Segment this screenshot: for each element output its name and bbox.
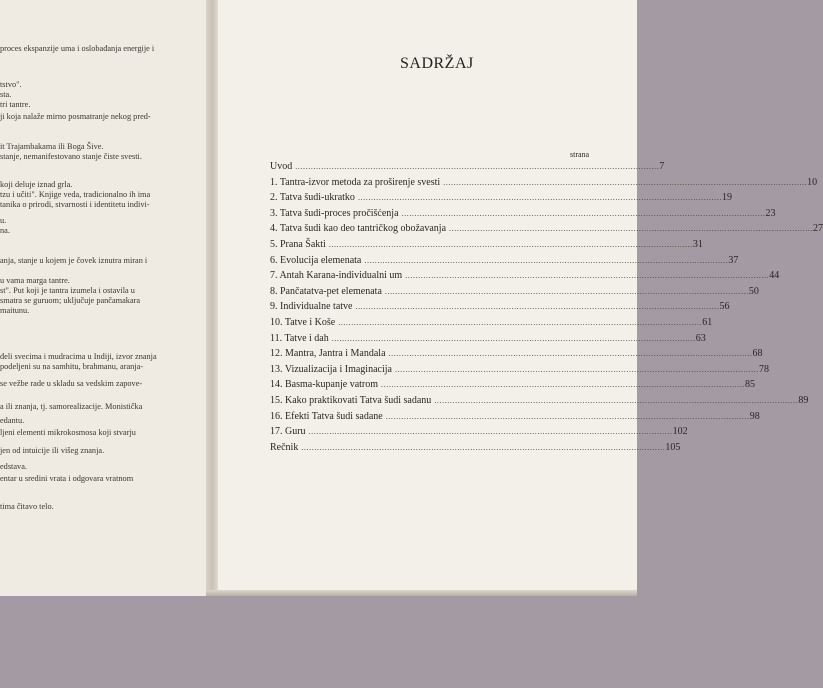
toc-entry: [270, 268, 780, 284]
toc-entry-page: 19: [721, 192, 732, 204]
left-page-text-line: edantu.: [0, 416, 25, 425]
left-page-text-line: maitunu.: [0, 306, 30, 315]
toc-dot-leader: ............................................................................................................................................: [308, 427, 673, 437]
left-page-text-line: đeli svecima i mudracima u Indiji, izvor znanja: [0, 352, 157, 361]
toc-entry: [270, 221, 823, 237]
left-page-text-line: u vama marga tantre.: [0, 276, 70, 285]
left-page-text-line: tima čitavo telo.: [0, 502, 54, 511]
toc-dot-leader: ............................................................................................................................................: [357, 193, 722, 203]
toc-entry-page: 78: [758, 363, 769, 375]
toc-entry-title: 16. Efekti Tatva šudi sadane: [270, 410, 383, 422]
toc-entry-page: 23: [765, 207, 776, 219]
toc-entry-title: 9. Individualne tatve: [270, 301, 353, 313]
toc-entry-title: 17. Guru: [270, 426, 306, 438]
toc-entry: [270, 190, 732, 206]
page-title: SADRŽAJ: [400, 55, 474, 72]
toc-entry: [270, 346, 763, 362]
toc-entry-page: 63: [695, 332, 706, 344]
left-page-text-line: stanje, nemanifestovano stanje čiste svesti.: [0, 152, 142, 161]
toc-dot-leader: ............................................................................................................................................: [338, 317, 703, 327]
toc-entry: [270, 362, 769, 378]
toc-dot-leader: ............................................................................................................................................: [301, 442, 666, 452]
left-page-text-line: tri tantre.: [0, 100, 31, 109]
left-page-text-line: st". Put koji je tantra izumela i ostavila u: [0, 286, 135, 295]
toc-entry-page: 44: [769, 270, 780, 282]
toc-entry-page: 37: [728, 254, 739, 266]
toc-entry-title: 2. Tatva šudi-ukratko: [270, 192, 355, 204]
toc-entry-title: 4. Tatva šudi kao deo tantričkog obožavanja: [270, 223, 447, 235]
toc-entry: [270, 284, 759, 300]
toc-entry-title: 5. Prana Šakti: [270, 238, 326, 250]
toc-entry: [270, 237, 703, 253]
toc-dot-leader: ............................................................................................................................................: [331, 333, 696, 343]
toc-entry: [270, 299, 730, 315]
toc-dot-leader: ............................................................................................................................................: [385, 411, 750, 421]
toc-entry-title: 10. Tatve i Koše: [270, 316, 336, 328]
toc-entry: [270, 159, 665, 175]
toc-entry-page: 27: [813, 223, 823, 235]
toc-entry: [270, 206, 776, 222]
toc-dot-leader: ............................................................................................................................................: [405, 271, 770, 281]
left-page-text-line: tanika o prirodi, stvarnosti i identitetu indivi-: [0, 200, 150, 209]
toc-dot-leader: ............................................................................................................................................: [449, 224, 814, 234]
toc-entry: [270, 377, 756, 393]
left-page-text-line: sta.: [0, 90, 12, 99]
toc-entry-page: 31: [692, 238, 703, 250]
toc-entry-page: 105: [665, 441, 681, 453]
toc-entry: [270, 175, 818, 191]
toc-entry-title: Uvod: [270, 161, 293, 172]
left-page-text-line: ji koja nalaže mirno posmatranje nekog pred-: [0, 112, 151, 121]
toc-entry: [270, 331, 706, 347]
table-of-contents: [270, 159, 823, 455]
toc-entry-title: 12. Mantra, Jantra i Mandala: [270, 348, 386, 360]
toc-dot-leader: ............................................................................................................................................: [364, 255, 729, 265]
toc-entry: [270, 424, 688, 440]
toc-entry-page: 10: [807, 176, 818, 188]
left-page: [0, 0, 210, 596]
toc-entry-title: 11. Tatve i dah: [270, 332, 329, 344]
toc-entry-title: 7. Antah Karana-individualni um: [270, 270, 403, 282]
toc-entry-page: 89: [798, 394, 809, 406]
toc-entry-page: 102: [672, 426, 688, 438]
left-page-text-line: smatra se guruom; uključuje pančamakara: [0, 296, 141, 305]
left-page-text-line: anja, stanje u kojem je čovek iznutra miran i: [0, 256, 148, 265]
toc-entry: [270, 409, 760, 425]
left-page-text-line: u.: [0, 216, 7, 225]
toc-entry: [270, 253, 739, 269]
toc-entry-title: 8. Pančatatva-pet elemenata: [270, 285, 382, 297]
toc-dot-leader: ............................................................................................................................................: [394, 364, 759, 374]
toc-dot-leader: ............................................................................................................................................: [401, 208, 766, 218]
toc-dot-leader: ............................................................................................................................................: [295, 162, 660, 171]
left-page-text-line: tstvo".: [0, 80, 22, 89]
toc-dot-leader: ............................................................................................................................................: [328, 239, 693, 249]
toc-dot-leader: ............................................................................................................................................: [384, 286, 749, 296]
toc-entry-title: 14. Basma-kupanje vatrom: [270, 379, 379, 391]
left-page-text-line: it Trajambakama ili Boga Šive.: [0, 142, 104, 151]
toc-dot-leader: ............................................................................................................................................: [388, 349, 753, 359]
left-page-text-line: koji deluje iznad grla.: [0, 180, 73, 189]
toc-entry-title: 6. Evolucija elemenata: [270, 254, 362, 266]
left-page-text-line: se vežbe rade u skladu sa vedskim zapove-: [0, 379, 143, 388]
toc-entry-page: 50: [748, 285, 759, 297]
page-column-label: strana: [570, 150, 590, 159]
toc-entry: [270, 393, 809, 409]
left-page-text-line: podeljeni su na samhitu, brahmanu, aranja-: [0, 362, 144, 371]
left-page-text-line: edstava.: [0, 462, 27, 471]
toc-entry-title: 1. Tantra-izvor metoda za proširenje svesti: [270, 176, 441, 188]
toc-entry-page: 56: [719, 301, 730, 313]
left-page-text-line: entar u sredini vrata i odgovara vratnom: [0, 474, 134, 483]
left-page-text-line: ljeni elementi mikrokosmosa koji stvarju: [0, 428, 136, 437]
toc-entry-page: 68: [752, 348, 763, 360]
toc-entry-page: 85: [745, 379, 756, 391]
toc-entry-page: 7: [659, 161, 665, 172]
page-edge: [206, 590, 637, 596]
toc-entry: [270, 315, 713, 331]
toc-dot-leader: ............................................................................................................................................: [434, 395, 799, 405]
toc-entry: [270, 440, 681, 456]
left-page-text-line: jen od intuicije ili višeg znanja.: [0, 446, 105, 455]
left-page-text-line: na.: [0, 226, 10, 235]
toc-entry-page: 61: [702, 316, 713, 328]
toc-dot-leader: ............................................................................................................................................: [381, 380, 746, 390]
left-page-text-line: a ili znanja, tj. samorealizacije. Monistička: [0, 402, 143, 411]
toc-entry-title: Rečnik: [270, 441, 299, 453]
toc-entry-title: 3. Tatva šudi-proces pročišćenja: [270, 207, 399, 219]
toc-entry-title: 15. Kako praktikovati Tatva šudi sadanu: [270, 394, 432, 406]
toc-dot-leader: ............................................................................................................................................: [443, 177, 808, 187]
toc-dot-leader: ............................................................................................................................................: [355, 302, 720, 312]
left-page-text-line: proces ekspanzije uma i oslobađanja energije i: [0, 44, 155, 53]
toc-entry-page: 98: [749, 410, 760, 422]
toc-entry-title: 13. Vizualizacija i Imaginacija: [270, 363, 392, 375]
left-page-text-line: tzu i učiti". Knjige veda, tradicionalno ih ima: [0, 190, 151, 199]
